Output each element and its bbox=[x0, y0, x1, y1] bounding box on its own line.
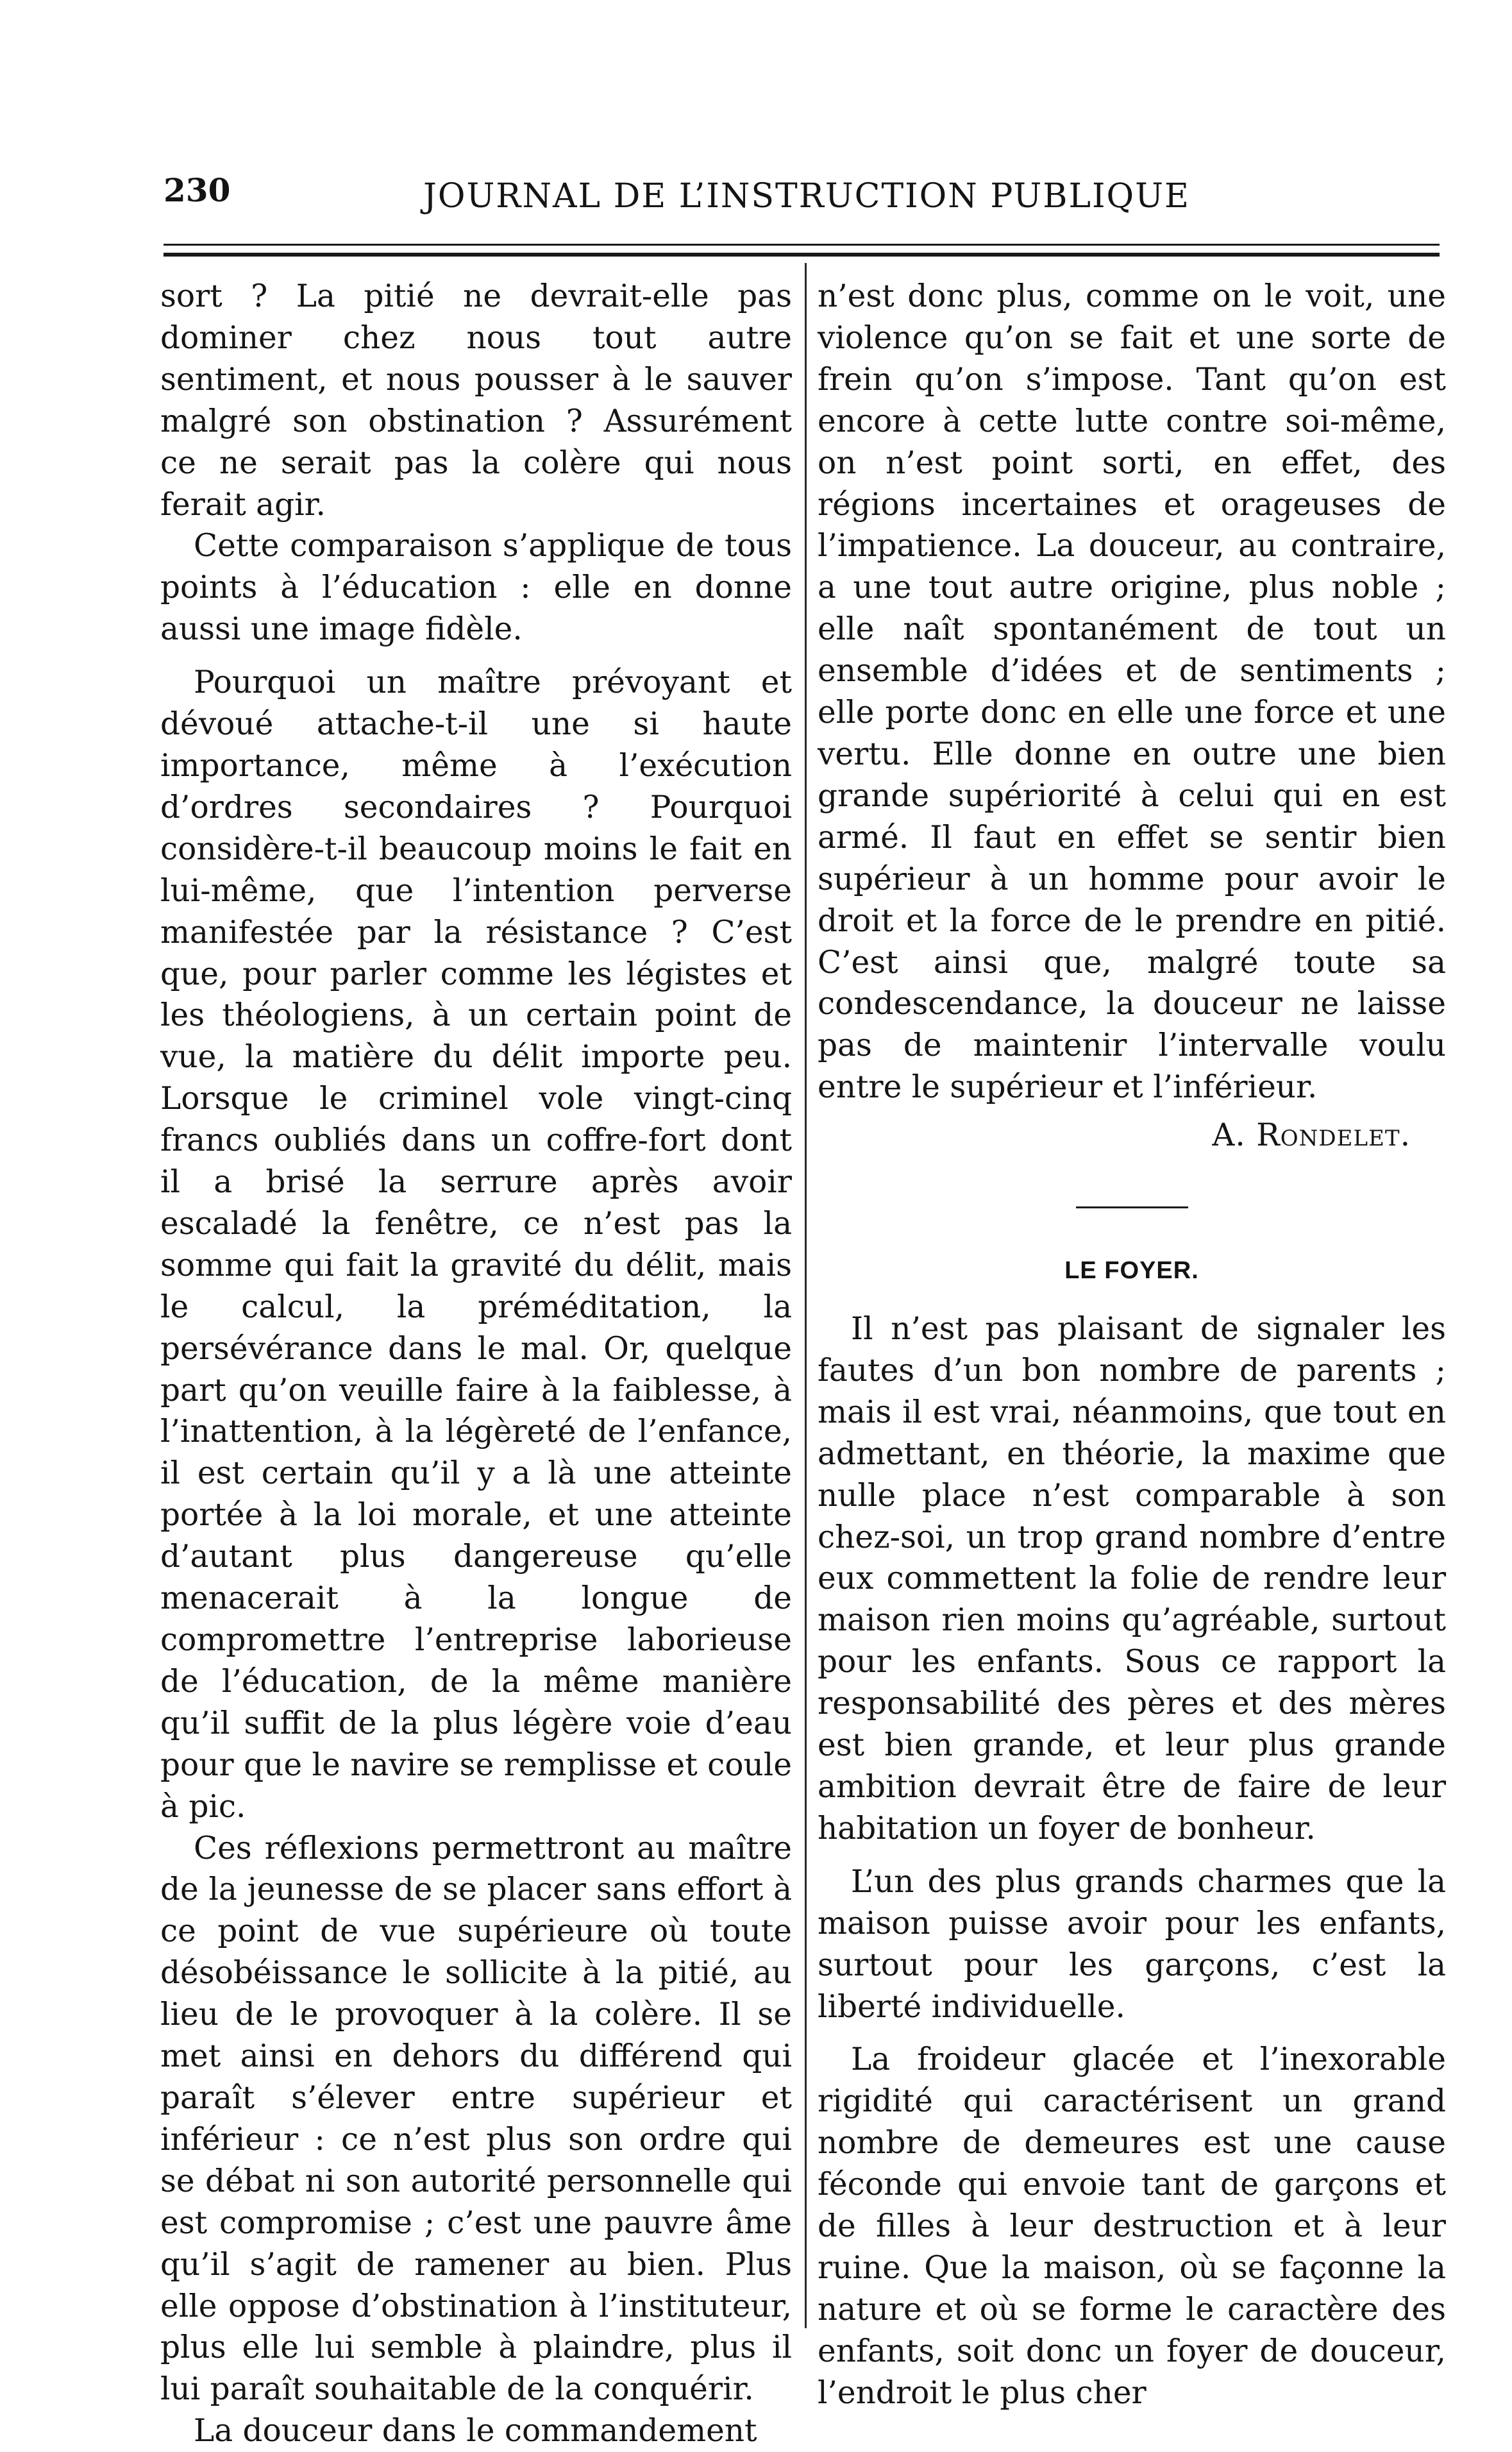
paragraph: La douceur dans le commandement bbox=[194, 2413, 757, 2449]
left-column bbox=[160, 276, 792, 2452]
page-number: 230 bbox=[164, 171, 231, 209]
header-rule-thick bbox=[164, 253, 1440, 257]
section-title: LE FOYER. bbox=[1064, 1257, 1199, 1285]
paragraph: Cette comparaison s’applique de tous points à l’éducation : elle en donne aussi une image fidèle. bbox=[160, 528, 792, 648]
paragraph: Ces réflexions permettront au maître de la jeunesse de se placer sans effort à ce point de vue supérieure où toute désobéissance le sollicite à la pitié, au lieu de le provoquer à la colère. Il se met ainsi en dehors du différend qui paraît s’élever entre supérieur et inférieur : ce n’est plus son ordre qui se débat ni son autorité personnelle qui est compromise ; c’est une pauvre âme qu’il s’agit de ramener au bien. Plus elle oppose d’obstination à l’instituteur, plus elle lui semble à plaindre, plus il lui paraît souhaitable de la conquérir. bbox=[160, 1830, 792, 2408]
paragraph: n’est donc plus, comme on le voit, une violence qu’on se fait et une sorte de frein qu’on s’impose. Tant qu’on est encore à cette lutte contre soi-même, on n’est point sorti, en effet, des régions incertaines et orageuses de l’impatience. La douceur, au contraire, a une tout autre origine, plus noble ; elle naît spontanément de tout un ensemble d’idées et de sentiments ; elle porte donc en elle une force et une vertu. Elle donne en outre une bien grande supériorité à celui qui en est armé. Il faut en effet se sentir bien supérieur à un homme pour avoir le droit et la force de le prendre en pitié. C’est ainsi que, malgré toute sa condescendance, la douceur ne laisse pas de maintenir l’intervalle voulu entre le supérieur et l’inférieur. bbox=[818, 278, 1446, 1106]
column-divider bbox=[805, 263, 807, 2328]
paragraph: La froideur glacée et l’inexorable rigidité qui caractérisent un grand nombre de demeures est une cause féconde qui envoie tant de garçons et de filles à leur destruction et à leur ruine. Que la maison, où se façonne la nature et où se forme le caractère des enfants, soit donc un foyer de douceur, l’endroit le plus cher bbox=[818, 2042, 1446, 2411]
paragraph: Pourquoi un maître prévoyant et dévoué attache-t-il une si haute importance, même à l’exécution d’ordres secondaires ? Pourquoi considère-t-il beaucoup moins le fait en lui-même, que l’intention perverse manifestée par la résistance ? C’est que, pour parler comme les légistes et les théologiens, à un certain point de vue, la matière du délit importe peu. Lorsque le criminel vole vingt-cinq francs oubliés dans un coffre-fort dont il a brisé la serrure après avoir escaladé la fenêtre, ce n’est pas la somme qui fait la gravité du délit, mais le calcul, la préméditation, la persévérance dans le mal. Or, quelque part qu’on veuille faire à la faiblesse, à l’inattention, à la légèreté de l’enfance, il est certain qu’il y a là une atteinte portée à la loi morale, et une atteinte d’autant plus dangereuse qu’elle menacerait à la longue de compromettre l’entreprise laborieuse de l’éducation, de la même manière qu’il suffit de la plus légère voie d’eau pour que le navire se remplisse et coule à pic. bbox=[160, 664, 792, 1825]
header-rule bbox=[164, 244, 1440, 246]
author-signature bbox=[818, 1115, 1446, 1156]
signature-name: Rondelet. bbox=[1256, 1117, 1411, 1154]
right-column bbox=[818, 276, 1446, 2414]
paragraph: Il n’est pas plaisant de signaler les fautes d’un bon nombre de parents ; mais il est vrai, néanmoins, que tout en admettant, en théorie, la maxime que nulle place n’est comparable à son chez-soi, un trop grand nombre d’entre eux commettent la folie de rendre leur maison rien moins qu’agréable, surtout pour les enfants. Sous ce rapport la responsabilité des pères et des mères est bien grande, et leur plus grande ambition devrait être de faire de leur habitation un foyer de bonheur. bbox=[818, 1311, 1446, 1847]
running-title: JOURNAL DE L’INSTRUCTION PUBLIQUE bbox=[423, 177, 1190, 216]
paragraph: sort ? La pitié ne devrait-elle pas dominer chez nous tout autre sentiment, et nous pousser à le sauver malgré son obstination ? Assurément ce ne serait pas la colère qui nous ferait agir. bbox=[160, 278, 792, 523]
section-separator bbox=[1076, 1206, 1188, 1208]
signature-initial: A. bbox=[1212, 1117, 1246, 1154]
paragraph: L’un des plus grands charmes que la maison puisse avoir pour les enfants, surtout pour les garçons, c’est la liberté individuelle. bbox=[818, 1863, 1446, 2025]
